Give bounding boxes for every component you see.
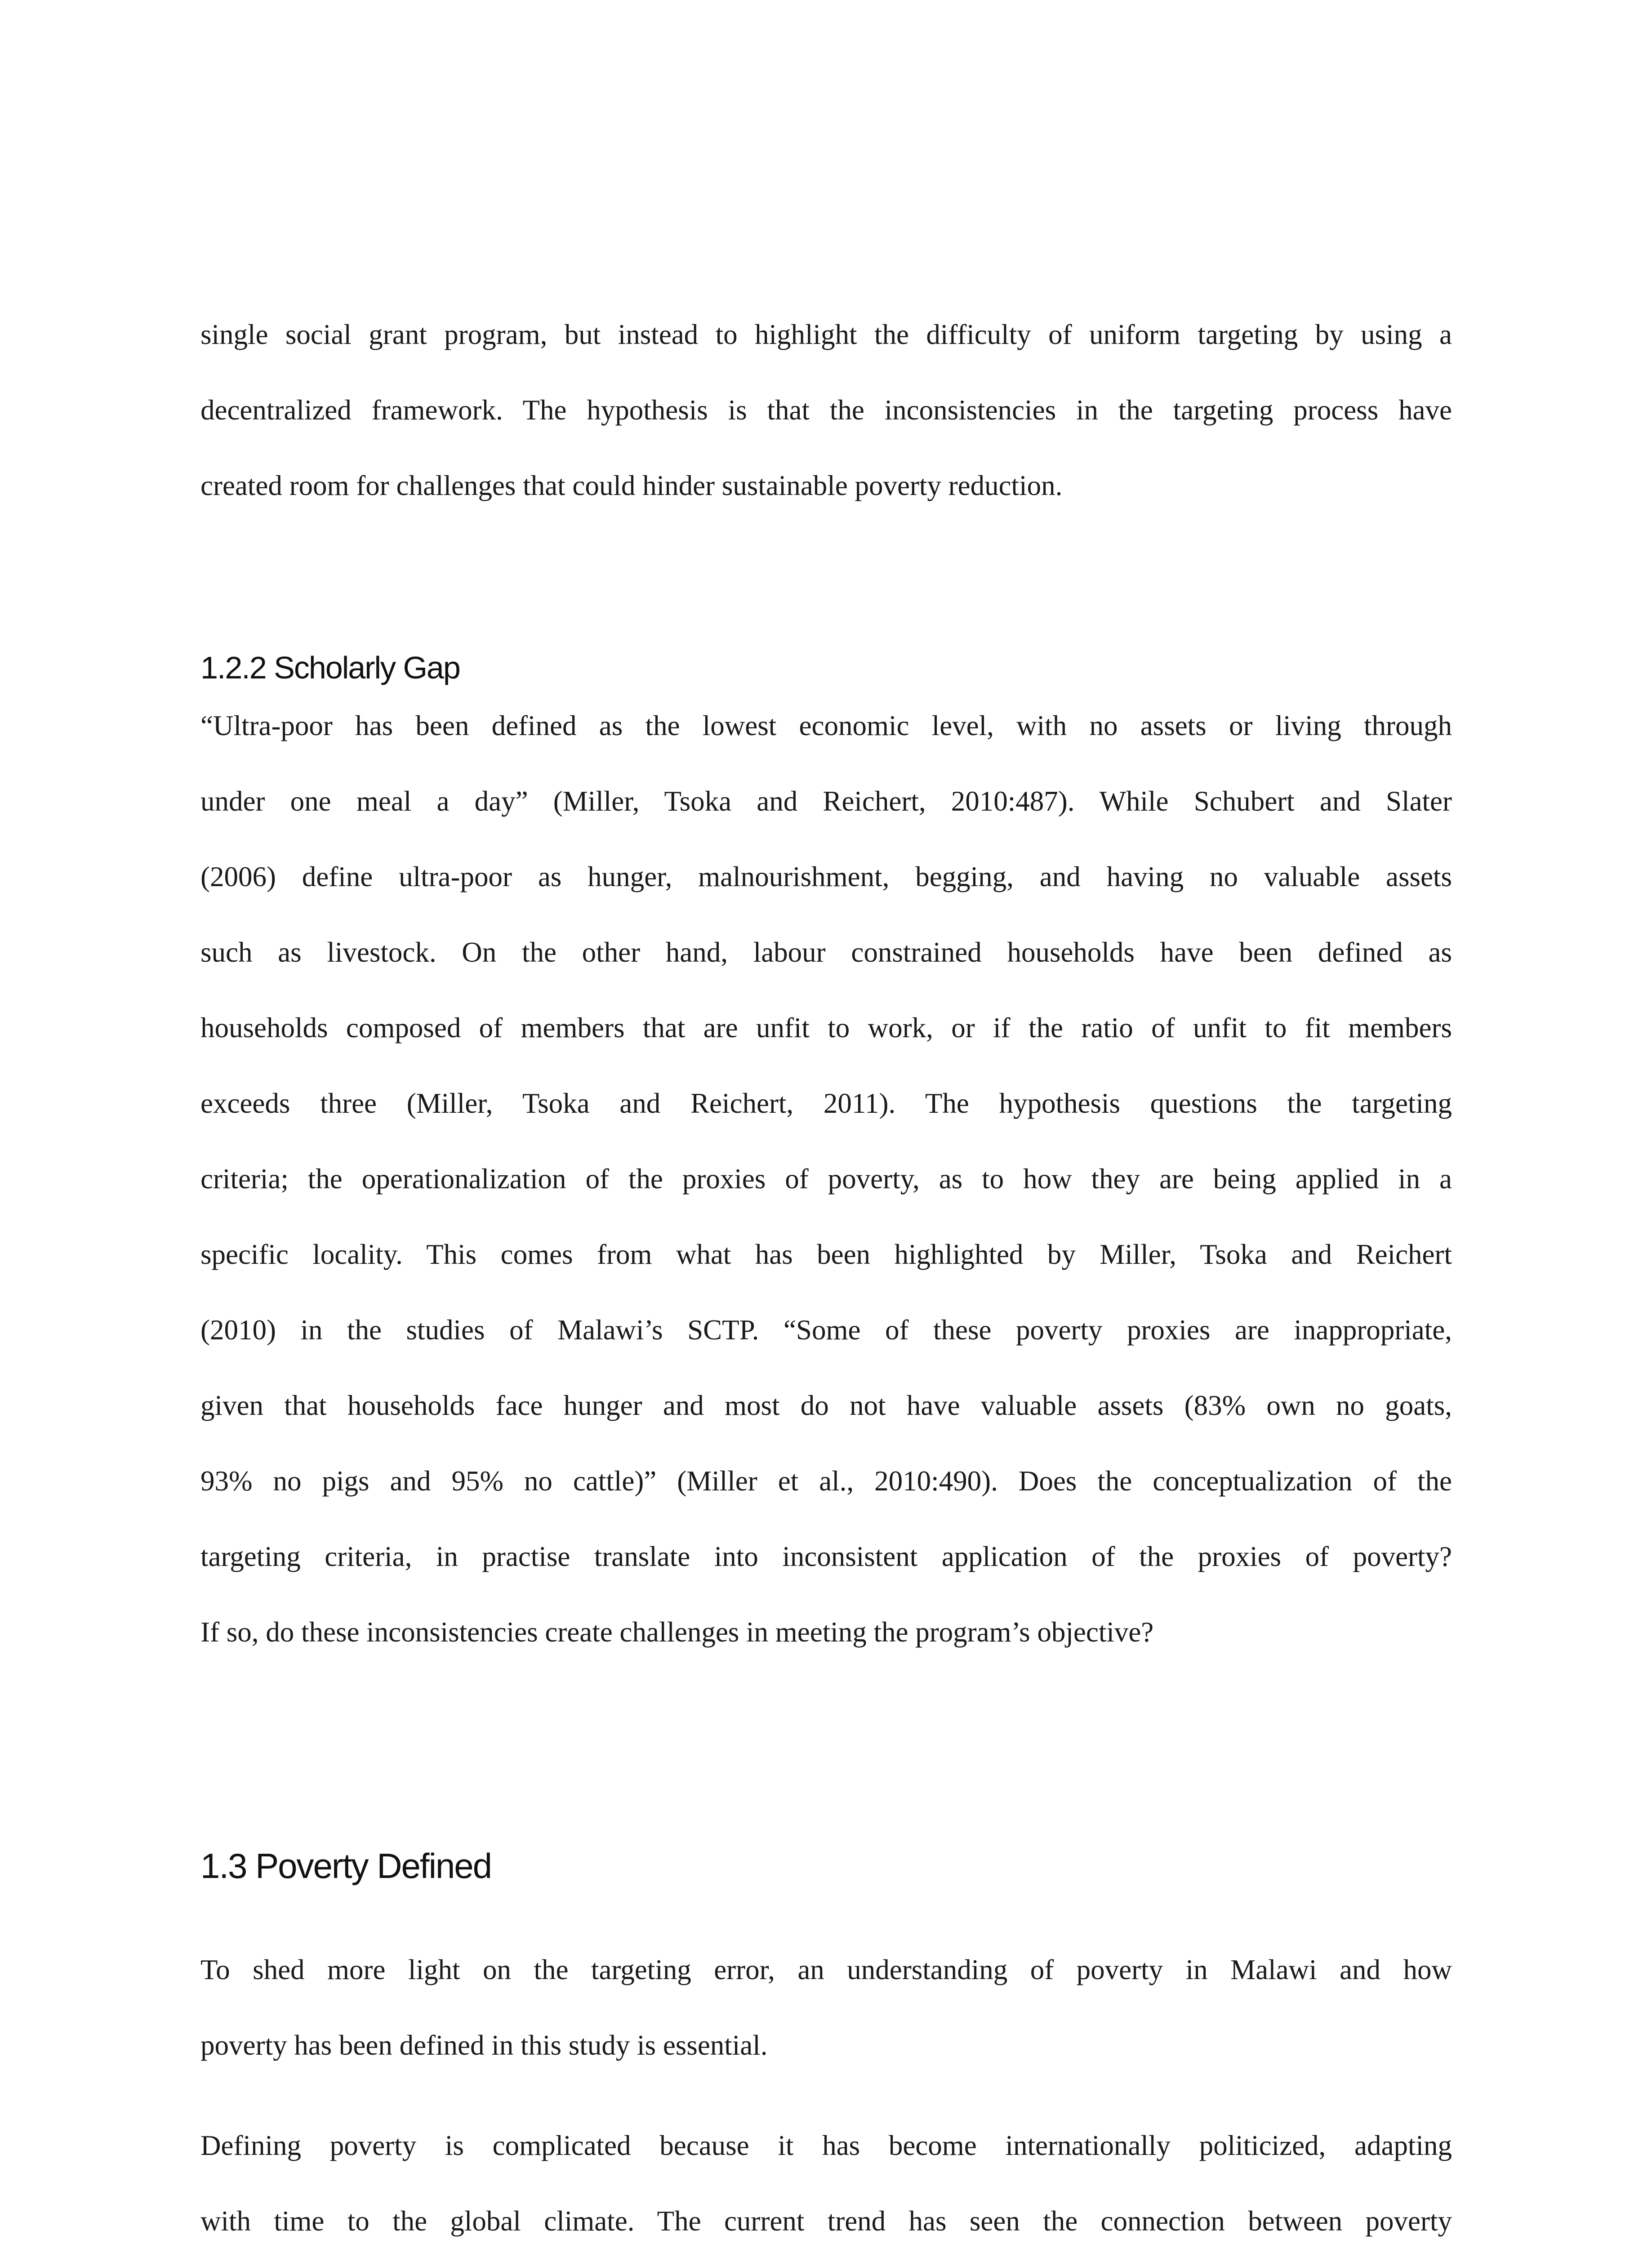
text-line: with time to the global climate. The current trend has seen the connection between poverty (200, 2205, 1452, 2237)
poverty-defined-paragraph-1 (200, 1932, 1452, 2083)
text-line: “Ultra-poor has been defined as the lowest economic level, with no assets or living through (200, 710, 1452, 741)
text-line: To shed more light on the targeting error, an understanding of poverty in Malawi and how (200, 1954, 1452, 1985)
text-line: under one meal a day” (Miller, Tsoka and Reichert, 2010:487). While Schubert and Slater (200, 785, 1452, 817)
document-page (200, 0, 1452, 2248)
text-line: exceeds three (Miller, Tsoka and Reichert, 2011). The hypothesis questions the targeting (200, 1088, 1452, 1119)
text-line: single social grant program, but instead to highlight the difficulty of uniform targeting by using a (200, 319, 1452, 350)
poverty-defined-paragraph-2 (200, 2108, 1452, 2248)
text-line: given that households face hunger and most do not have valuable assets (83% own no goats, (200, 1390, 1452, 1421)
text-line: households composed of members that are unfit to work, or if the ratio of unfit to fit members (200, 1012, 1452, 1044)
text-line: poverty has been defined in this study is essential. (200, 2029, 768, 2061)
text-line: targeting criteria, in practise translate into inconsistent application of the proxies of poverty? (200, 1541, 1452, 1572)
scholarly-gap-paragraph (200, 688, 1452, 1670)
text-line: such as livestock. On the other hand, labour constrained households have been defined as (200, 937, 1452, 968)
text-line: Defining poverty is complicated because it has become internationally politicized, adapting (200, 2130, 1452, 2161)
text-line: created room for challenges that could hinder sustainable poverty reduction. (200, 470, 1063, 501)
text-line: criteria; the operationalization of the proxies of poverty, as to how they are being applied in a (200, 1163, 1452, 1195)
text-line: (2010) in the studies of Malawi’s SCTP. “Some of these poverty proxies are inappropriate, (200, 1314, 1452, 1346)
text-line: 93% no pigs and 95% no cattle)” (Miller et al., 2010:490). Does the conceptualization of the (200, 1465, 1452, 1497)
text-line: decentralized framework. The hypothesis is that the inconsistencies in the targeting process have (200, 394, 1452, 426)
intro-paragraph (200, 297, 1452, 523)
text-line: If so, do these inconsistencies create challenges in meeting the program’s objective? (200, 1616, 1154, 1648)
text-line: specific locality. This comes from what has been highlighted by Miller, Tsoka and Reichert (200, 1239, 1452, 1270)
section-heading-poverty-defined: 1.3 Poverty Defined (200, 1846, 492, 1886)
text-line: (2006) define ultra-poor as hunger, malnourishment, begging, and having no valuable assets (200, 861, 1452, 892)
section-heading-scholarly-gap: 1.2.2 Scholarly Gap (200, 650, 460, 685)
